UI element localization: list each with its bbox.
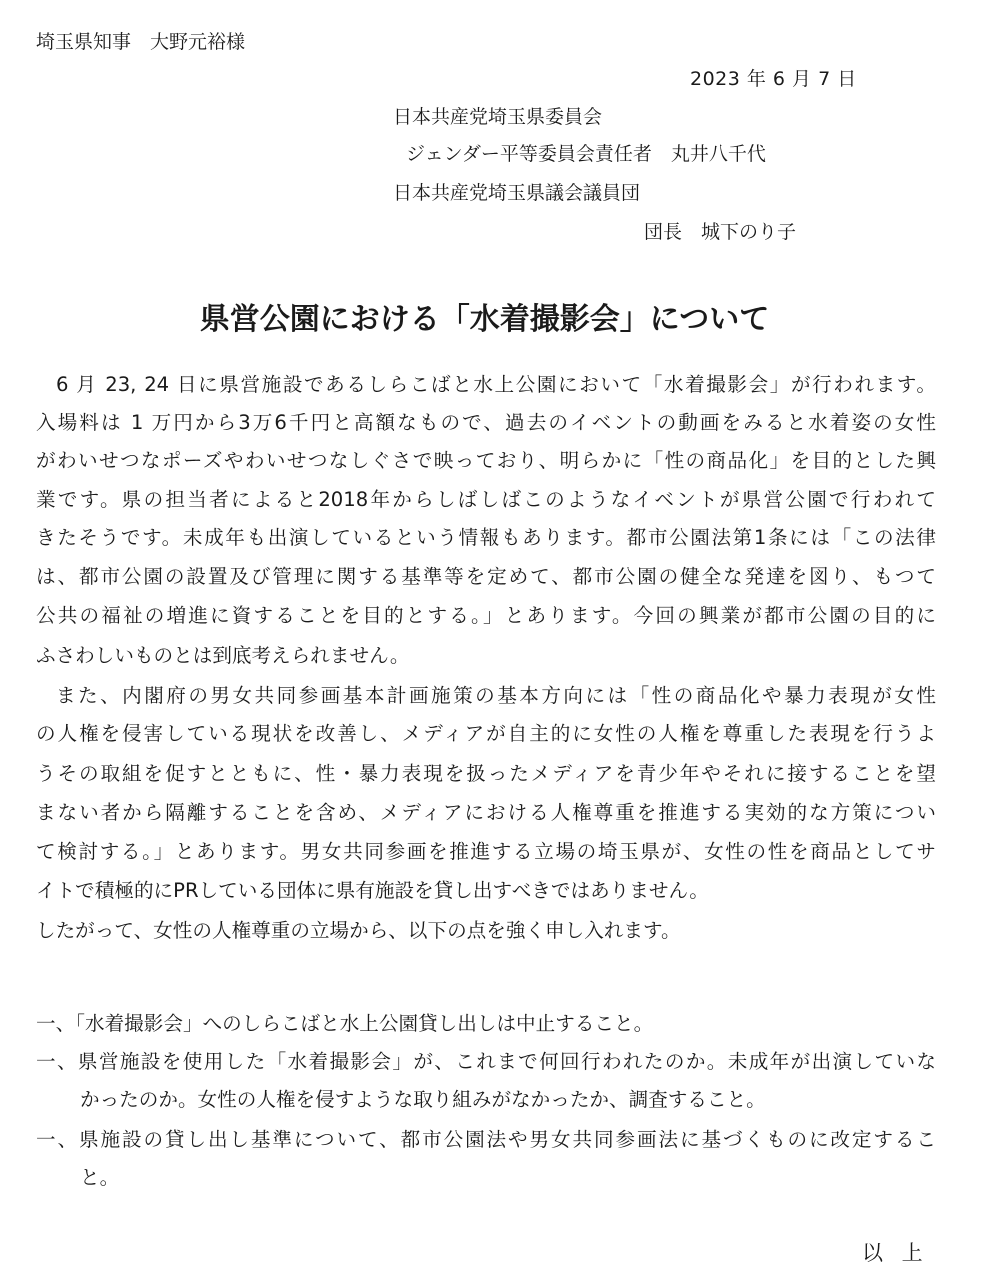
paragraph-1-line: は、都市公園の設置及び管理に関する基準等を定めて、都市公園の健全な発達を図り、もつて	[36, 565, 936, 588]
demand-item-3: 一、県施設の貸し出し基準について、都市公園法や男女共同参画法に基づくものに改定するこ	[36, 1128, 936, 1151]
paragraph-2-line: うその取組を促すとともに、性・暴力表現を扱ったメディアを青少年やそれに接することを望	[36, 762, 936, 785]
paragraph-1-line: 入場料は 1 万円から3万6千円と高額なもので、過去のイベントの動画をみると水着姿の女性	[36, 411, 936, 434]
paragraph-1-line: 公共の福祉の増進に資することを目的とする。」とあります。今回の興業が都市公園の目的に	[36, 604, 936, 627]
paragraph-2-line: まない者から隔離することを含め、メディアにおける人権尊重を推進する実効的な方策につい	[36, 801, 936, 824]
demand-item-2: 一、県営施設を使用した「水着撮影会」が、これまで何回行われたのか。未成年が出演していな	[36, 1050, 936, 1073]
paragraph-2-line: て検討する。」とあります。男女共同参画を推進する立場の埼玉県が、女性の性を商品としてサ	[36, 840, 936, 863]
paragraph-1-line: きたそうです。未成年も出演しているという情報もあります。都市公園法第1条には「この法律	[36, 526, 936, 549]
demand-item-1: 一、「水着撮影会」へのしらこばと水上公園貸し出しは中止すること。	[36, 1012, 654, 1035]
paragraph-2-line: また、内閣府の男女共同参画基本計画施策の基本方向には「性の商品化や暴力表現が女性	[56, 684, 936, 707]
addressee: 埼玉県知事 大野元裕様	[36, 31, 246, 53]
paragraph-1-line: ふさわしいものとは到底考えられません。	[36, 644, 410, 667]
sender-organization-2: 日本共産党埼玉県議会議員団	[393, 182, 641, 204]
sender-organization-1: 日本共産党埼玉県委員会	[393, 106, 603, 128]
letter-date: 2023 年 6 月 7 日	[690, 68, 857, 90]
paragraph-1-line: 6 月 23, 24 日に県営施設であるしらこばと水上公園において「水着撮影会」が行われます。	[56, 373, 936, 396]
paragraph-2-line: イトで積極的にPRしている団体に県有施設を貸し出すべきではありません。	[36, 879, 709, 902]
document-title: 県営公園における「水着撮影会」について	[199, 302, 770, 337]
paragraph-2-line: の人権を侵害している現状を改善し、メディアが自主的に女性の人権を尊重した表現を行うよ	[36, 722, 936, 745]
demand-item-3-continuation: と。	[80, 1166, 120, 1189]
closing-mark: 以 上	[862, 1241, 929, 1265]
paragraph-1-line: 業です。県の担当者によると2018年からしばしばこのようなイベントが県営公園で行われて	[36, 488, 936, 511]
paragraph-2-line: したがって、女性の人権尊重の立場から、以下の点を強く申し入れます。	[36, 919, 681, 942]
sender-officer-2: 団長 城下のり子	[644, 221, 797, 243]
demand-item-2-continuation: かったのか。女性の人権を侵すような取り組みがなかったか、調査すること。	[80, 1088, 766, 1111]
paragraph-1-line: がわいせつなポーズやわいせつなしぐさで映っており、明らかに「性の商品化」を目的とした興	[36, 449, 936, 472]
sender-officer-1: ジェンダー平等委員会責任者 丸井八千代	[406, 143, 766, 165]
